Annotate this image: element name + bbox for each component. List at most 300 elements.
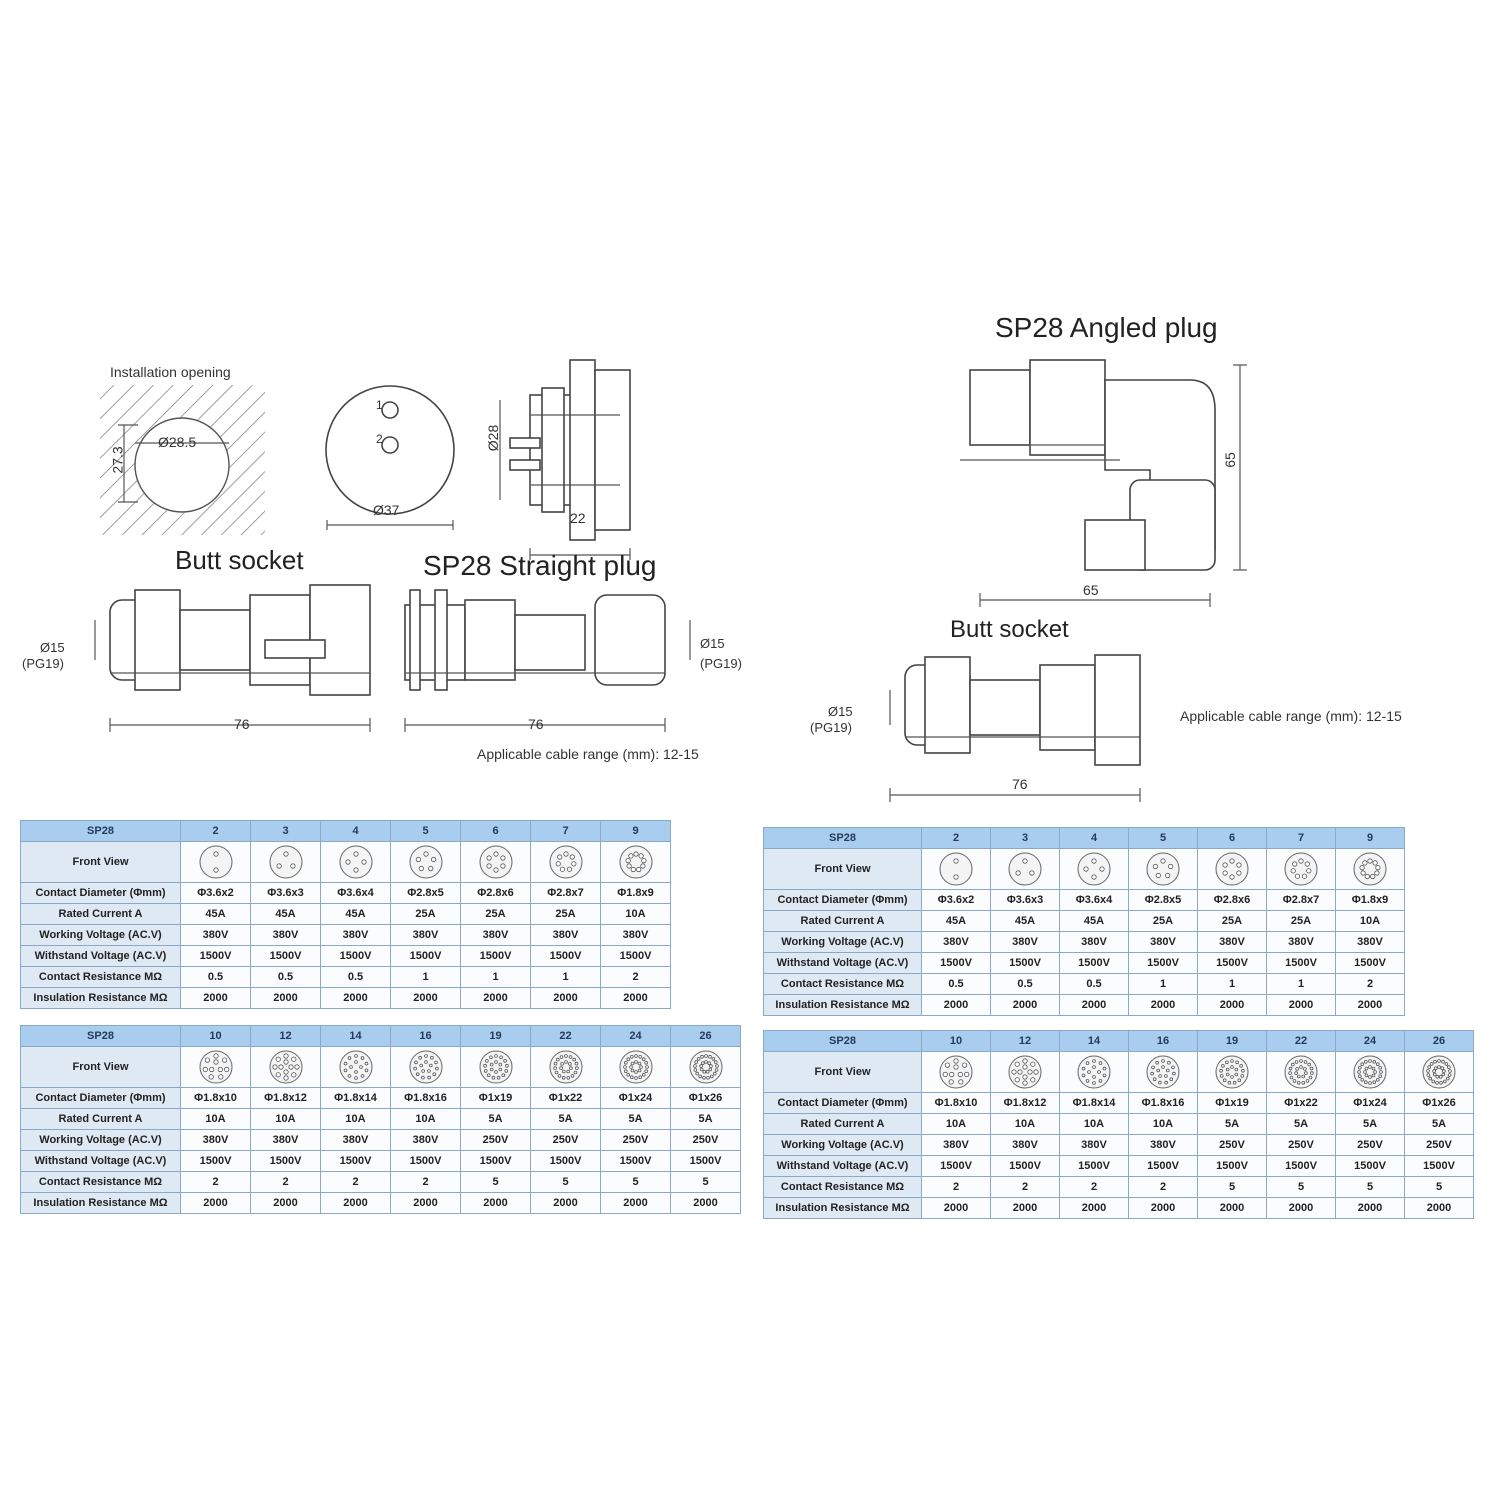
right-butt-length-label: 76 <box>1012 776 1028 792</box>
row-label: Front View <box>764 1052 922 1093</box>
table-cell: 1500V <box>922 953 991 974</box>
right-technical-drawing <box>780 340 1480 810</box>
pin-count-cell: 26 <box>671 1026 741 1047</box>
connector-face-icon <box>478 844 514 880</box>
front-view-cell <box>1336 849 1405 890</box>
table-cell: Φ1.8x12 <box>251 1088 321 1109</box>
table-cell: 2000 <box>1267 995 1336 1016</box>
table-cell: 1500V <box>601 946 671 967</box>
table-cell: 25A <box>1267 911 1336 932</box>
table-cell: 1500V <box>321 1151 391 1172</box>
table-cell: Φ1x26 <box>671 1088 741 1109</box>
table-cell: 2000 <box>1336 995 1405 1016</box>
straight-plug-title: SP28 Straight plug <box>423 550 657 581</box>
table-cell: Φ1.8x10 <box>181 1088 251 1109</box>
pin-count-cell: 14 <box>1060 1031 1129 1052</box>
table-row <box>21 967 671 988</box>
connector-face-icon <box>1283 851 1319 887</box>
table-cell: Φ2.8x5 <box>1129 890 1198 911</box>
table-row <box>764 890 1405 911</box>
butt-length-label: 76 <box>234 716 250 732</box>
front-view-row <box>764 849 1405 890</box>
table-cell: 5 <box>601 1172 671 1193</box>
table-cell: 380V <box>1267 932 1336 953</box>
table-cell: 5A <box>601 1109 671 1130</box>
table-row <box>764 1093 1474 1114</box>
connector-face-icon <box>1076 1054 1112 1090</box>
table-row <box>764 932 1405 953</box>
row-label: SP28 <box>21 821 181 842</box>
table-cell: Φ1.8x16 <box>391 1088 461 1109</box>
table-cell: 1 <box>1129 974 1198 995</box>
pin-count-cell: 22 <box>531 1026 601 1047</box>
table-cell: 2000 <box>181 1193 251 1214</box>
connector-face-icon <box>268 1049 304 1085</box>
table-cell: 10A <box>181 1109 251 1130</box>
front-view-cell <box>1060 849 1129 890</box>
table-cell: 2000 <box>1060 995 1129 1016</box>
table-cell: Φ1x24 <box>1336 1093 1405 1114</box>
front-view-cell <box>1336 1052 1405 1093</box>
table-row <box>21 1193 741 1214</box>
row-label: Contact Diameter (Φmm) <box>21 883 181 904</box>
table-row <box>21 925 671 946</box>
table-cell: 45A <box>321 904 391 925</box>
front-view-cell <box>991 849 1060 890</box>
table-cell: 250V <box>601 1130 671 1151</box>
front-view-cell <box>391 842 461 883</box>
table-cell: 1500V <box>922 1156 991 1177</box>
table-cell: 1500V <box>391 1151 461 1172</box>
connector-face-icon <box>1007 1054 1043 1090</box>
front-view-cell <box>922 849 991 890</box>
table-cell: 1500V <box>1060 1156 1129 1177</box>
front-view-cell <box>1129 849 1198 890</box>
table-header-row <box>764 1031 1474 1052</box>
row-label: Contact Resistance MΩ <box>764 974 922 995</box>
front-view-cell <box>321 842 391 883</box>
table-cell: 2 <box>601 967 671 988</box>
table-cell: Φ1.8x12 <box>991 1093 1060 1114</box>
table-cell: Φ1.8x14 <box>1060 1093 1129 1114</box>
table-cell: 25A <box>461 904 531 925</box>
row-label: Insulation Resistance MΩ <box>21 988 181 1009</box>
table-row <box>764 1135 1474 1156</box>
row-label: Insulation Resistance MΩ <box>764 995 922 1016</box>
row-label: Withstand Voltage (AC.V) <box>764 1156 922 1177</box>
front-view-cell <box>181 1047 251 1088</box>
table-row <box>21 883 671 904</box>
table-cell: 380V <box>1129 1135 1198 1156</box>
table-cell: 5A <box>1267 1114 1336 1135</box>
left-cable-range-note: Applicable cable range (mm): 12-15 <box>477 746 699 762</box>
table-cell: 380V <box>181 925 251 946</box>
table-cell: 10A <box>251 1109 321 1130</box>
table-cell: 1500V <box>1198 1156 1267 1177</box>
row-label: Rated Current A <box>764 1114 922 1135</box>
table-cell: 2000 <box>391 988 461 1009</box>
pin-count-cell: 6 <box>1198 828 1267 849</box>
plug-cable-pg: (PG19) <box>700 656 742 671</box>
table-cell: 2 <box>391 1172 461 1193</box>
table-cell: 45A <box>251 904 321 925</box>
table-cell: 2000 <box>1129 995 1198 1016</box>
side-view <box>500 360 630 560</box>
connector-face-icon <box>1352 1054 1388 1090</box>
table-cell: 380V <box>321 925 391 946</box>
table-cell: Φ1x22 <box>1267 1093 1336 1114</box>
pin-count-cell: 4 <box>1060 828 1129 849</box>
table-cell: 5A <box>1198 1114 1267 1135</box>
table-cell: Φ1x26 <box>1405 1093 1474 1114</box>
table-cell: 380V <box>1336 932 1405 953</box>
row-label: Rated Current A <box>764 911 922 932</box>
spec-table-right-top <box>763 827 1405 1016</box>
front-view-cell <box>251 842 321 883</box>
front-view-cell <box>461 1047 531 1088</box>
table-cell: 1500V <box>181 946 251 967</box>
table-cell: 1 <box>461 967 531 988</box>
front-view-cell <box>321 1047 391 1088</box>
table-cell: 2000 <box>922 995 991 1016</box>
connector-face-icon <box>548 1049 584 1085</box>
table-cell: 2 <box>181 1172 251 1193</box>
table-row <box>764 1114 1474 1135</box>
table-cell: 0.5 <box>251 967 321 988</box>
table-cell: 1500V <box>1267 953 1336 974</box>
table-cell: 1500V <box>1267 1156 1336 1177</box>
table-cell: 250V <box>1267 1135 1336 1156</box>
table-cell: 1500V <box>1336 953 1405 974</box>
table-cell: Φ3.6x3 <box>991 890 1060 911</box>
table-cell: 25A <box>1129 911 1198 932</box>
table-cell: 2000 <box>251 1193 321 1214</box>
table-cell: 1500V <box>1129 1156 1198 1177</box>
connector-face-icon <box>1214 851 1250 887</box>
front-diameter-label: Ø37 <box>373 502 400 518</box>
installation-opening-label: Installation opening <box>110 364 231 380</box>
pin-count-cell: 12 <box>251 1026 321 1047</box>
table-cell: 2000 <box>1336 1198 1405 1219</box>
table-cell: 10A <box>1336 911 1405 932</box>
pin-count-cell: 9 <box>601 821 671 842</box>
table-cell: Φ3.6x4 <box>321 883 391 904</box>
spec-table-left-top <box>20 820 671 1009</box>
table-cell: 45A <box>922 911 991 932</box>
connector-face-icon <box>408 844 444 880</box>
table-cell: Φ2.8x7 <box>1267 890 1336 911</box>
row-label: Withstand Voltage (AC.V) <box>764 953 922 974</box>
pin-count-cell: 2 <box>181 821 251 842</box>
connector-face-icon <box>1076 851 1112 887</box>
table-cell: 1500V <box>1405 1156 1474 1177</box>
plug-length-label: 76 <box>528 716 544 732</box>
table-row <box>21 1130 741 1151</box>
table-cell: 1500V <box>601 1151 671 1172</box>
connector-face-icon <box>1145 1054 1181 1090</box>
front-view-cell <box>1129 1052 1198 1093</box>
table-cell: 250V <box>1198 1135 1267 1156</box>
table-cell: 5 <box>1267 1177 1336 1198</box>
angled-width-label: 65 <box>1083 582 1099 598</box>
front-view-cell <box>991 1052 1060 1093</box>
right-cable-diameter: Ø15 <box>828 704 853 719</box>
front-view-cell <box>601 1047 671 1088</box>
table-cell: 1500V <box>1129 953 1198 974</box>
spec-table-left-bottom <box>20 1025 741 1214</box>
table-cell: Φ1x24 <box>601 1088 671 1109</box>
pin-count-cell: 3 <box>251 821 321 842</box>
table-cell: 1500V <box>531 1151 601 1172</box>
table-cell: 1500V <box>991 1156 1060 1177</box>
table-cell: 1 <box>1267 974 1336 995</box>
table-cell: 5A <box>461 1109 531 1130</box>
front-view-cell <box>531 842 601 883</box>
table-cell: Φ3.6x3 <box>251 883 321 904</box>
pin-count-cell: 10 <box>922 1031 991 1052</box>
table-cell: 2 <box>1336 974 1405 995</box>
connector-face-icon <box>1214 1054 1250 1090</box>
row-label: Insulation Resistance MΩ <box>764 1198 922 1219</box>
table-cell: Φ1.8x10 <box>922 1093 991 1114</box>
row-label: SP28 <box>764 1031 922 1052</box>
table-cell: 25A <box>1198 911 1267 932</box>
table-cell: 5 <box>1336 1177 1405 1198</box>
table-cell: Φ1x22 <box>531 1088 601 1109</box>
table-cell: 380V <box>1060 932 1129 953</box>
table-cell: 380V <box>922 1135 991 1156</box>
front-view-cell <box>1267 1052 1336 1093</box>
pin-count-cell: 12 <box>991 1031 1060 1052</box>
row-label: SP28 <box>21 1026 181 1047</box>
table-row <box>21 1172 741 1193</box>
pin-count-cell: 19 <box>461 1026 531 1047</box>
table-cell: 2000 <box>461 1193 531 1214</box>
table-cell: 2000 <box>391 1193 461 1214</box>
table-cell: 1500V <box>251 946 321 967</box>
table-row <box>21 988 671 1009</box>
table-cell: 2 <box>991 1177 1060 1198</box>
connector-face-icon <box>338 1049 374 1085</box>
connector-face-icon <box>618 1049 654 1085</box>
table-cell: 250V <box>1336 1135 1405 1156</box>
row-label: Insulation Resistance MΩ <box>21 1193 181 1214</box>
table-cell: 2000 <box>1198 1198 1267 1219</box>
table-cell: 2000 <box>671 1193 741 1214</box>
pin-1-label: 1 <box>376 398 383 412</box>
table-cell: 380V <box>1060 1135 1129 1156</box>
butt-socket-title: Butt socket <box>175 545 304 575</box>
pin-count-cell: 16 <box>1129 1031 1198 1052</box>
front-view-cell <box>1267 849 1336 890</box>
table-cell: 2000 <box>531 988 601 1009</box>
table-cell: 10A <box>391 1109 461 1130</box>
table-cell: Φ1.8x9 <box>601 883 671 904</box>
butt-socket-drawing <box>95 585 370 732</box>
front-view-cell <box>391 1047 461 1088</box>
angled-plug-drawing <box>960 360 1247 607</box>
table-cell: Φ1.8x14 <box>321 1088 391 1109</box>
table-cell: Φ1.8x16 <box>1129 1093 1198 1114</box>
table-cell: 1 <box>531 967 601 988</box>
table-header-row <box>21 1026 741 1047</box>
table-cell: 5A <box>531 1109 601 1130</box>
pin-count-cell: 5 <box>1129 828 1198 849</box>
table-cell: 250V <box>531 1130 601 1151</box>
front-view-cell <box>1060 1052 1129 1093</box>
row-label: Working Voltage (AC.V) <box>764 932 922 953</box>
table-row <box>21 1088 741 1109</box>
table-cell: Φ2.8x5 <box>391 883 461 904</box>
front-view-cell <box>531 1047 601 1088</box>
table-cell: 2000 <box>922 1198 991 1219</box>
pin-count-cell: 19 <box>1198 1031 1267 1052</box>
table-row <box>764 974 1405 995</box>
table-cell: Φ2.8x6 <box>1198 890 1267 911</box>
table-cell: 1500V <box>321 946 391 967</box>
pin-count-cell: 4 <box>321 821 391 842</box>
table-cell: 0.5 <box>321 967 391 988</box>
table-cell: 2000 <box>321 988 391 1009</box>
table-cell: 380V <box>391 925 461 946</box>
plug-cable-diameter: Ø15 <box>700 636 725 651</box>
angled-plug-title: SP28 Angled plug <box>995 312 1218 343</box>
table-cell: 5A <box>671 1109 741 1130</box>
right-cable-range-note: Applicable cable range (mm): 12-15 <box>1180 708 1402 724</box>
pin-count-cell: 16 <box>391 1026 461 1047</box>
table-row <box>764 953 1405 974</box>
table-cell: 2 <box>251 1172 321 1193</box>
table-cell: 1500V <box>671 1151 741 1172</box>
table-cell: Φ1.8x9 <box>1336 890 1405 911</box>
connector-face-icon <box>338 844 374 880</box>
pin-count-cell: 24 <box>601 1026 671 1047</box>
table-cell: 1500V <box>1060 953 1129 974</box>
table-cell: 5 <box>461 1172 531 1193</box>
table-cell: 380V <box>991 932 1060 953</box>
pin-count-cell: 26 <box>1405 1031 1474 1052</box>
table-cell: 25A <box>391 904 461 925</box>
table-cell: 10A <box>1060 1114 1129 1135</box>
table-cell: 380V <box>531 925 601 946</box>
table-cell: 0.5 <box>1060 974 1129 995</box>
connector-face-icon <box>478 1049 514 1085</box>
row-label: Contact Resistance MΩ <box>764 1177 922 1198</box>
side-depth-label: 22 <box>570 510 586 526</box>
row-label: Front View <box>21 1047 181 1088</box>
connector-face-icon <box>1007 851 1043 887</box>
table-cell: 2000 <box>991 995 1060 1016</box>
table-cell: 5 <box>1198 1177 1267 1198</box>
pin-count-cell: 7 <box>1267 828 1336 849</box>
table-cell: 380V <box>321 1130 391 1151</box>
table-cell: 2 <box>922 1177 991 1198</box>
pin-count-cell: 22 <box>1267 1031 1336 1052</box>
table-cell: 2000 <box>1060 1198 1129 1219</box>
row-label: Working Voltage (AC.V) <box>764 1135 922 1156</box>
row-label: SP28 <box>764 828 922 849</box>
table-cell: 380V <box>251 925 321 946</box>
row-label: Working Voltage (AC.V) <box>21 925 181 946</box>
table-cell: 1500V <box>1336 1156 1405 1177</box>
connector-face-icon <box>1421 1054 1457 1090</box>
table-cell: 1500V <box>1198 953 1267 974</box>
table-cell: 1500V <box>531 946 601 967</box>
row-label: Withstand Voltage (AC.V) <box>21 946 181 967</box>
table-row <box>21 1151 741 1172</box>
side-diameter-label: Ø28 <box>485 424 502 452</box>
connector-face-icon <box>198 844 234 880</box>
table-cell: 45A <box>181 904 251 925</box>
pin-2-label: 2 <box>376 432 383 446</box>
front-view-cell <box>1198 849 1267 890</box>
connector-face-icon <box>1283 1054 1319 1090</box>
pin-count-cell: 7 <box>531 821 601 842</box>
table-cell: Φ1x19 <box>461 1088 531 1109</box>
table-cell: Φ1x19 <box>1198 1093 1267 1114</box>
pin-count-cell: 3 <box>991 828 1060 849</box>
connector-face-icon <box>408 1049 444 1085</box>
table-cell: 380V <box>922 932 991 953</box>
table-cell: 2000 <box>1198 995 1267 1016</box>
front-view-cell <box>461 842 531 883</box>
table-cell: Φ2.8x6 <box>461 883 531 904</box>
table-cell: 2000 <box>321 1193 391 1214</box>
table-cell: 2000 <box>601 1193 671 1214</box>
table-header-row <box>21 821 671 842</box>
table-cell: 5 <box>531 1172 601 1193</box>
row-label: Contact Diameter (Φmm) <box>764 890 922 911</box>
connector-face-icon <box>198 1049 234 1085</box>
table-cell: 5A <box>1336 1114 1405 1135</box>
row-label: Contact Resistance MΩ <box>21 967 181 988</box>
butt-cable-pg: (PG19) <box>22 656 64 671</box>
table-cell: 45A <box>991 911 1060 932</box>
front-view-cell <box>601 842 671 883</box>
table-cell: 5 <box>1405 1177 1474 1198</box>
table-cell: 0.5 <box>991 974 1060 995</box>
connector-face-icon <box>548 844 584 880</box>
table-cell: 2 <box>321 1172 391 1193</box>
table-cell: Φ3.6x2 <box>181 883 251 904</box>
table-row <box>764 1198 1474 1219</box>
pin-count-cell: 24 <box>1336 1031 1405 1052</box>
connector-face-icon <box>688 1049 724 1085</box>
table-cell: 380V <box>181 1130 251 1151</box>
table-cell: 2000 <box>251 988 321 1009</box>
front-view-row <box>21 842 671 883</box>
table-cell: 380V <box>1129 932 1198 953</box>
table-cell: Φ3.6x2 <box>922 890 991 911</box>
table-cell: Φ3.6x4 <box>1060 890 1129 911</box>
angled-height-label: 65 <box>1221 452 1238 468</box>
pin-count-cell: 2 <box>922 828 991 849</box>
table-cell: 0.5 <box>922 974 991 995</box>
front-view-cell <box>1198 1052 1267 1093</box>
table-cell: 2000 <box>1267 1198 1336 1219</box>
row-label: Contact Diameter (Φmm) <box>21 1088 181 1109</box>
table-header-row <box>764 828 1405 849</box>
right-cable-pg: (PG19) <box>810 720 852 735</box>
connector-face-icon <box>268 844 304 880</box>
opening-diameter-label: Ø28.5 <box>158 434 197 450</box>
table-cell: 0.5 <box>181 967 251 988</box>
table-row <box>764 1156 1474 1177</box>
pin-count-cell: 10 <box>181 1026 251 1047</box>
table-row <box>21 946 671 967</box>
table-cell: 2 <box>1129 1177 1198 1198</box>
front-view-cell <box>922 1052 991 1093</box>
